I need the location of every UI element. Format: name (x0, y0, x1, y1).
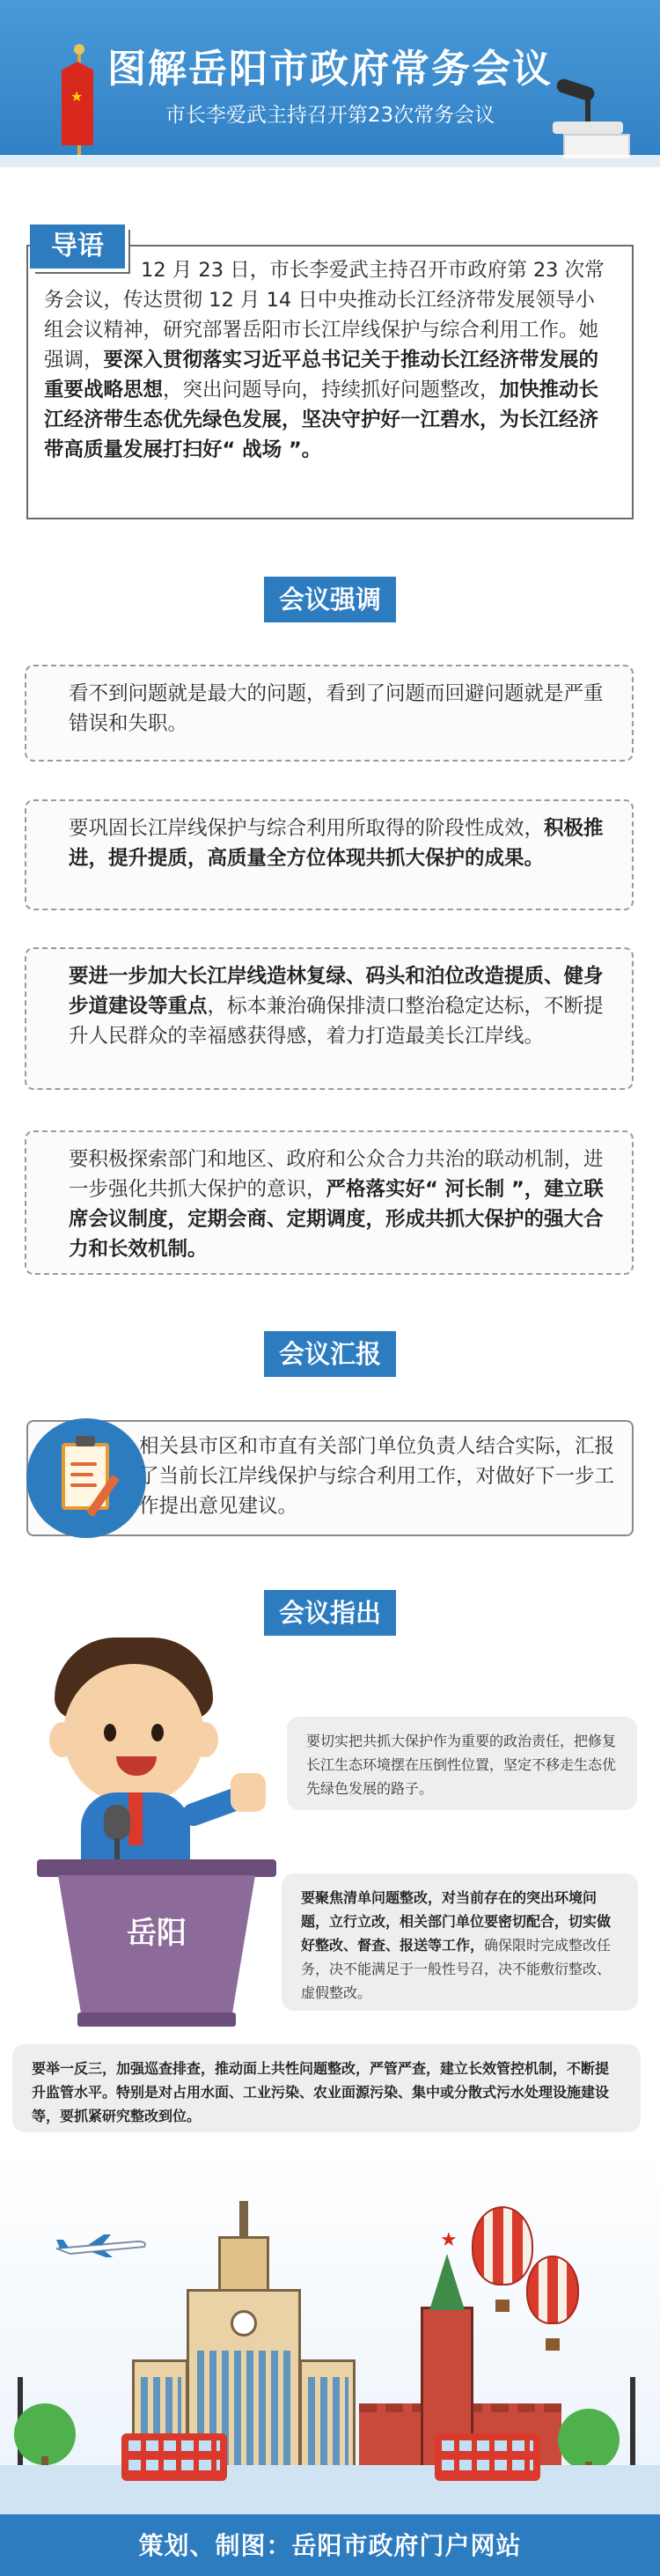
microphone-icon (104, 1805, 130, 1840)
bus-windows-icon (442, 2460, 533, 2470)
emphasis-item-text: 要巩固长江岸线保护与综合利用所取得的阶段性成效， (69, 817, 545, 840)
clock-icon (231, 2310, 257, 2337)
emphasis-item-text: 看不到问题就是最大的问题，看到了问题而回避问题就是严重错误和失职。 (69, 682, 604, 735)
page-title: 图解岳阳市政府常务会议 (107, 47, 553, 92)
tower-star-icon: ★ (440, 2229, 458, 2251)
report-text: 相关县市区和市直有关部门单位负责人结合实际，汇报了当前长江岸线保护与综合利用工作，对做好下一步工作提出意见建议。 (139, 1435, 615, 1518)
speech-bubble-bold: 要举一反三，加强巡查排查，推动面上共性问题整改，严管严查，建立长效管控机制，不断提升监管水平。特别是对占用水面、工业污染、农业面源污染、集中或分散式污水处理设施建设等，要抓紧研究整改到位。 (32, 2060, 610, 2124)
emphasis-item-text: ，标本兼治确保排渍口整治稳定达标，不断提升人民群众的幸福感获得感，着力打造最美长江岸线。 (69, 995, 604, 1048)
page-subtitle: 市长李爱武主持召开第23次常务会议 (165, 104, 495, 127)
section-title-emphasis: 会议强调 (264, 577, 396, 622)
speech-bubble (12, 2044, 641, 2132)
emphasis-item (25, 665, 634, 762)
tower-spire-icon (239, 2201, 248, 2240)
section-title-report: 会议汇报 (264, 1331, 396, 1377)
header-floor-divider (0, 155, 660, 167)
bus-windows-icon (128, 2460, 220, 2470)
speaker-eye-icon (151, 1724, 164, 1741)
clipboard-icon (26, 1418, 146, 1538)
street-lamp-icon (630, 2377, 635, 2474)
double-decker-bus-icon (121, 2433, 227, 2481)
clipboard-line-icon (70, 1462, 97, 1466)
bus-windows-icon (128, 2440, 220, 2451)
hot-air-balloon-icon (472, 2206, 533, 2285)
speech-bubble-bold: 要聚焦清单问题整改，对当前存在的突出环境问题，立行立改，相关部门单位要密切配合，切实做好整改、督查、报送等工作， (301, 1889, 612, 1954)
podium-top-icon (37, 1859, 276, 1877)
emphasis-item-bold: 积极推进，提升提质，高质量全方位体现共抓大保护的成果。 (69, 817, 604, 870)
ground-strip (0, 2465, 660, 2514)
bus-windows-icon (442, 2440, 533, 2451)
emphasis-item (25, 799, 634, 910)
speech-bubble (282, 1873, 638, 2011)
emphasis-item-bold: 要进一步加大长江岸线造林复绿、码头和泊位改造提质、健身步道建设等重点 (69, 965, 604, 1018)
speaker-eye-icon (104, 1724, 116, 1741)
speaker-head-icon (63, 1664, 204, 1805)
building-windows-icon (308, 2377, 348, 2465)
section-title-point-out: 会议指出 (264, 1590, 396, 1636)
podium-label: 岳阳 (127, 1916, 187, 1951)
clipboard-line-icon (70, 1483, 97, 1487)
hot-air-balloon-icon (526, 2256, 579, 2324)
intro-text (44, 255, 607, 465)
speech-bubble (287, 1717, 637, 1810)
flag-star-icon: ★ (70, 88, 84, 105)
tower-top-icon (218, 2236, 269, 2293)
emphasis-item (25, 947, 634, 1090)
double-decker-bus-icon (435, 2433, 540, 2481)
header-banner (0, 0, 660, 167)
footer-credit: 策划、制图：岳阳市政府门户网站 (138, 2531, 522, 2560)
balloon-basket-icon (546, 2338, 560, 2351)
emphasis-item (25, 1130, 634, 1275)
emphasis-item-text: 要积极探索部门和地区、政府和公众合力共治的联动机制，进一步强化共抓大保护的意识， (69, 1148, 604, 1201)
clipboard-line-icon (70, 1473, 93, 1476)
airplane-icon (53, 2233, 150, 2259)
speaker-tie-icon (128, 1792, 143, 1845)
intro-text-bold-1: 要深入贯彻落实习近平总书记关于推动长江经济带发展的重要战略思想 (44, 349, 599, 401)
speech-bubble-text: 要切实把共抓大保护作为重要的政治责任，把修复长江生态环境摆在压倒性位置，坚定不移走生态优先绿色发展的路子。 (306, 1733, 617, 1797)
intro-text-bold-2: 加快推动长江经济带生态优先绿色发展，坚决守护好一江碧水，为长江经济带高质量发展打扫好“ 战场 ”。 (44, 379, 599, 461)
intro-text-plain-1: 12 月 23 日，市长李爱武主持召开市政府第 23 次常务会议，传达贯彻 12 月 14 日中央推动长江经济带发展领导小组会议精神，研究部署岳阳市长江岸线保护与综合利用工作。她强调， (44, 259, 605, 372)
intro-tag: 导语 (30, 224, 125, 269)
clipboard-clip-icon (76, 1436, 95, 1446)
speech-bubble-text: 确保限时完成整改任务，决不能满足于一般性号召，决不能敷衍整改、虚假整改。 (301, 1937, 612, 2001)
emphasis-item-bold: 严格落实好“ 河长制 ”，建立联席会议制度，定期会商、定期调度，形成共抓大保护的强大合力和长效机制。 (69, 1178, 604, 1261)
balloon-basket-icon (495, 2300, 510, 2312)
intro-text-plain-2: ，突出问题导向，持续抓好问题整改， (163, 379, 500, 401)
thumbs-up-icon (231, 1773, 266, 1812)
podium-foot-icon (77, 2013, 236, 2027)
